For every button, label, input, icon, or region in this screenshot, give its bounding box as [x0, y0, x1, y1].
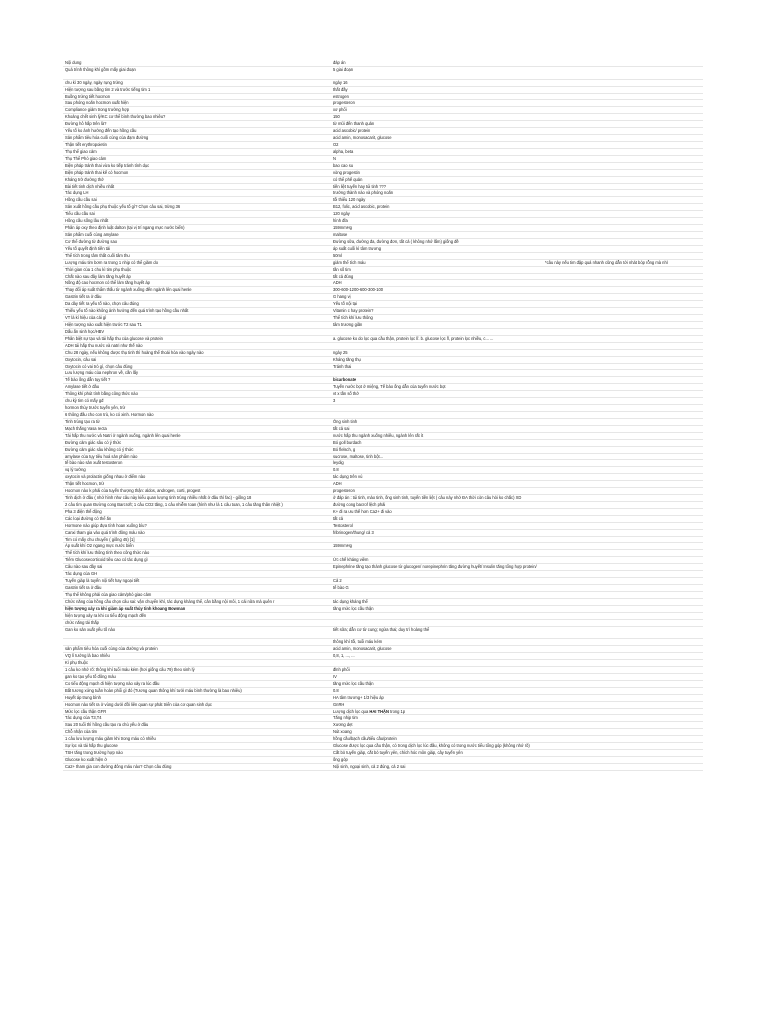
table-row	[63, 467, 703, 474]
answer-cell[interactable]: Cả 2	[333, 578, 342, 584]
answer-cell[interactable]: hình đĩa	[333, 218, 348, 224]
table-row	[63, 391, 703, 398]
question-cell[interactable]: Hocmon nào tiết ra ở vùng dưới đồi liên quan sự phát triển của cơ quan sinh dục	[65, 701, 212, 707]
question-cell[interactable]: Sản xuất hồng cầu phụ thuộc yếu tố gì? Chọn câu sai, trừng 36	[65, 204, 181, 210]
question-cell[interactable]: Kháng trở đường thở	[65, 176, 104, 182]
question-cell[interactable]: Yếu tố ko ảnh hưởng đến tạo hồng cầu	[65, 128, 137, 134]
table-row	[63, 495, 703, 502]
table-row	[63, 488, 703, 495]
question-cell[interactable]: Ca2+ tham gia con đường đông máu nào? Chọn câu đúng	[65, 763, 172, 769]
answer-cell[interactable]: tiền liệt tuyến hay túi tinh ???	[333, 183, 387, 189]
answer-cell[interactable]: Ống sinh tinh	[333, 418, 358, 424]
table-row	[63, 426, 703, 433]
table-row	[63, 267, 703, 274]
question-cell[interactable]: Sự lọc và tái hấp thu glucose	[65, 743, 118, 749]
answer-cell[interactable]: progesteron	[333, 488, 355, 494]
table-row	[63, 433, 703, 440]
answer-cell[interactable]: Tránh thai	[333, 363, 352, 369]
table-row	[63, 419, 703, 426]
answer-cell[interactable]: bao cao su	[333, 162, 354, 168]
question-cell[interactable]: Thay đổi áp suất thẩm thấu từ ngành xuống đến ngành lên quai henle	[65, 287, 192, 293]
table-row	[63, 60, 703, 67]
answer-cell[interactable]: leydig	[333, 460, 344, 466]
table-row	[63, 681, 703, 688]
question-cell[interactable]: Câu nào sau đây sai	[65, 564, 103, 570]
question-cell[interactable]: amylase của tụy tiêu hoá sản phẩm nào	[65, 453, 138, 459]
table-row	[63, 294, 703, 301]
table-row	[63, 412, 703, 419]
question-cell[interactable]: Lưu lượng máu của nephron về, cần lấy	[65, 370, 139, 376]
answer-cell[interactable]: 5 giai đoạn	[333, 66, 354, 72]
highlight-text: HAI THẬN	[369, 708, 389, 714]
answer-cell[interactable]: Tăng nhịp tim	[333, 715, 358, 721]
table-row	[63, 177, 703, 184]
question-cell[interactable]: Bất tương xứng tuần hoàn phổi gì đó (Tương quan thông khí tưới máu bình thường là bao nhiêu)	[65, 687, 242, 693]
answer-cell[interactable]: ở đáp án : túi tinh, mào tinh, ống sinh tinh, tuyến tiền liệt ( câu này nhớ ĐA thời còn câu hỏi ko chắc) XD	[333, 495, 522, 501]
question-cell[interactable]: VT là kí hiệu của cái gì	[65, 315, 107, 321]
answer-cell[interactable]: Glucose được lọc qua cầu thận, có trong dịch lọc lúc đầu, không có trong nước tiểu tổng góp (không nhớ rõ)	[333, 743, 530, 749]
table-row	[63, 613, 703, 620]
table-row	[63, 620, 703, 627]
question-cell[interactable]: TSH tăng trong trường hợp nào	[65, 750, 123, 756]
question-cell[interactable]: Biện pháp tránh thai kế có hocmon	[65, 169, 129, 175]
question-cell[interactable]: Tác dụng của GH	[65, 571, 98, 577]
answer-cell[interactable]: Nội sinh, ngoại sinh, cả 2 đúng, cả 2 sai	[333, 763, 406, 769]
question-cell[interactable]: Khoảng chết sinh lý/KC cơ thể bình thường bao nhiêu?	[65, 114, 166, 120]
answer-cell[interactable]: tác dụng kháng thể	[333, 598, 368, 604]
table-row	[63, 481, 703, 488]
table-row	[63, 398, 703, 405]
answer-cell[interactable]: tất cả	[333, 515, 344, 521]
table-row	[63, 80, 703, 87]
answer-cell[interactable]: Ức chế kháng viêm	[333, 557, 369, 563]
answer-cell[interactable]: đáp án	[333, 60, 346, 65]
question-cell[interactable]: VQ lí tưởng là bao nhiêu	[65, 653, 110, 659]
answer-cell[interactable]: fribrinogen/thung/ cả 3	[333, 529, 374, 535]
table-row	[63, 688, 703, 695]
table-row	[63, 197, 703, 204]
question-cell[interactable]: Đường cảm giác sâu có ý thức	[65, 439, 122, 445]
table-row	[63, 530, 703, 537]
question-cell[interactable]: chức năng tái thấp	[65, 619, 99, 625]
table-row	[63, 606, 703, 613]
question-cell[interactable]: Thận tiết hocmon, trừ	[65, 481, 105, 487]
question-cell[interactable]: Da dày tiết ra yếu tố nào, chọn câu đúng	[65, 301, 139, 307]
table-row	[63, 564, 703, 571]
question-cell[interactable]: oxytocin và prolactin giống nhau ở điểm nào	[65, 474, 146, 480]
question-cell[interactable]: chu kỳ tim có mấy gđ	[65, 398, 104, 404]
table-row	[63, 128, 703, 135]
question-cell[interactable]: 1 câu ko nhớ rõ: thông khí tuổi máu kém (hơi giống câu 79) theo sinh lý	[65, 667, 195, 673]
answer-cell[interactable]: ADH	[333, 280, 342, 286]
table-row	[63, 543, 703, 550]
question-cell[interactable]: Tiểu cầu cầu sai	[65, 211, 95, 217]
question-cell[interactable]: Bài tiết tinh dịch nhiều nhất	[65, 183, 115, 189]
note-cell[interactable]: *câu này nếu tim đập quá nhanh cũng dẫn tới nhát bóp rỗng mà nhỉ	[545, 259, 668, 265]
table-row	[63, 523, 703, 530]
question-cell[interactable]: Đường cảm giác sâu không có ý thức	[65, 446, 134, 452]
table-row	[63, 287, 703, 294]
answer-cell[interactable]: Bó flelsch, g	[333, 446, 356, 452]
question-cell[interactable]: Thể tích trong tâm thất cuối tâm thu	[65, 252, 130, 258]
question-cell[interactable]: Pha 3 điện thế động	[65, 508, 102, 514]
table-row	[63, 674, 703, 681]
question-cell[interactable]: gan ko tạo yếu tố đông máu	[65, 673, 116, 679]
answer-cell[interactable]: Yếu tố nội tại	[333, 301, 357, 307]
answer-cell[interactable]: Xương dẹt	[333, 722, 353, 728]
answer-cell[interactable]: nước hấp thu ngành xuống nhiều, ngành lên rất ít	[333, 432, 424, 438]
table-row	[63, 364, 703, 371]
answer-cell[interactable]: B12, folic, acid ascobic, protein	[333, 204, 390, 210]
answer-cell[interactable]: acid amin, monosacarit, glucose	[333, 135, 392, 141]
answer-cell[interactable]: thất đầy	[333, 86, 348, 92]
table-row	[63, 509, 703, 516]
table-row	[63, 405, 703, 412]
table-row	[63, 743, 703, 750]
question-cell[interactable]: ADH tái hấp thu nước và natri như thế nào	[65, 342, 143, 348]
answer-cell[interactable]: tăng mức lọc cầu thận	[333, 605, 374, 611]
table-row	[63, 578, 703, 585]
question-cell[interactable]: Tinh dịch ở đâu ( nhớ hình như câu này kiểu quan lượng tinh trùng nhiều nhất ở đâu thì fac) - giống 18	[65, 495, 252, 501]
table-row	[63, 447, 703, 454]
answer-cell[interactable]: tất cả sai	[333, 425, 350, 431]
answer-cell[interactable]: Vitamin c hay protein?	[333, 308, 374, 314]
table-row	[63, 709, 703, 716]
answer-cell[interactable]: HA tâm trương+ 1/3 hiệu áp	[333, 694, 384, 700]
question-cell[interactable]: Glucose ko xuất hiện ở	[65, 757, 108, 763]
answer-cell[interactable]: acid amin, monosacarit, glucose	[333, 646, 392, 652]
table-row	[63, 190, 703, 197]
table-row	[63, 764, 703, 771]
table-row	[63, 516, 703, 523]
table-row	[63, 357, 703, 364]
table-row	[63, 627, 703, 640]
table-row	[63, 695, 703, 702]
question-cell[interactable]: Các loại đường có thể ăn	[65, 515, 112, 521]
table-row	[63, 184, 703, 191]
question-cell[interactable]: Phân áp oxy theo định luật dalton (tại vị trí ngang mực nước biển)	[65, 225, 185, 231]
answer-cell[interactable]: 3	[333, 398, 336, 404]
question-cell[interactable]: hormon thùy trước tuyến yên, trừ	[65, 405, 126, 411]
answer-cell[interactable]: a. glucose ko do lọc qua cầu thận, protein lọc lĩ. b. glucose lọc lĩ, protein lọc nhiều, c... ...	[333, 335, 494, 341]
answer-cell[interactable]: acid ascobic/ protein	[333, 128, 371, 134]
answer-cell[interactable]: Đường sữa, đường đa, đường đơn, tất cả ( không nhớ lắm) giống đề	[333, 238, 459, 244]
answer-cell[interactable]: progesteron	[333, 100, 355, 106]
table-row	[63, 653, 703, 660]
table-row	[63, 729, 703, 736]
answer-cell[interactable]: 159mmHg	[333, 543, 352, 549]
table-row	[63, 571, 703, 578]
answer-cell[interactable]: Cắt bỏ tuyến giáp, cắt bỏ tuyến yên, chích hóc môn giáp, cây tuyến yên	[333, 750, 463, 756]
question-cell[interactable]: Chu 28 ngày, nếu không được thụ tinh thì hoàng thể thoái hóa vào ngày nào	[65, 349, 204, 355]
answer-cell[interactable]: Epinephrine tăng tạo thành glucose từ glucogen/ norepinephrin tăng đường huyết/ Insulin tăng tổng hợp protein/	[333, 564, 537, 570]
question-cell[interactable]: Tuyến giáp là tuyến nội tiết hay ngoại tiết	[65, 578, 140, 584]
table-row	[63, 736, 703, 743]
answer-cell[interactable]: 150	[333, 114, 340, 120]
answer-cell[interactable]: 120 ngày	[333, 211, 350, 217]
question-cell[interactable]: Gastrin tiết ra ở đâu	[65, 585, 102, 591]
question-cell[interactable]: Chất nào sau đây làm tăng huyết áp	[65, 273, 131, 279]
question-cell[interactable]: Tế bào ống dẫn tụy tiết ?	[65, 377, 111, 383]
question-cell[interactable]: Hồng cầu sống lâu nhất	[65, 218, 109, 224]
table-row	[63, 218, 703, 225]
table-row	[63, 322, 703, 329]
question-cell[interactable]: Thông khí phút tính bằng công thức nào	[65, 391, 138, 397]
table-row	[63, 274, 703, 281]
table-row	[63, 460, 703, 467]
table-row	[63, 343, 703, 350]
question-cell[interactable]: Thụ thể giao cảm	[65, 148, 97, 154]
table-row	[63, 370, 703, 377]
question-cell[interactable]: Nồng độ cao hocmon có thể làm tăng huyết áp	[65, 280, 150, 286]
question-cell[interactable]: Co tiểu động mạch đi hiện tượng nào xảy ra lúc đầu	[65, 680, 160, 686]
table-row	[63, 246, 703, 253]
table-row	[63, 149, 703, 156]
table-row	[63, 211, 703, 218]
question-cell[interactable]: Thời gian của 1 chu kì tim phụ thuộc	[65, 266, 132, 272]
answer-cell[interactable]: đỉnh phổi	[333, 667, 350, 673]
answer-cell[interactable]: đường cong bacrof lệch phải	[333, 501, 386, 507]
table-row	[63, 639, 703, 646]
answer-cell[interactable]: có thể phế quản	[333, 176, 363, 182]
question-cell[interactable]: Tim có mấy chu chuyển ( giống 45) [1]	[65, 536, 135, 542]
table-row	[63, 87, 703, 94]
answer-cell[interactable]: vt x tần số thở	[333, 391, 359, 397]
question-cell[interactable]: Chức năng của hồng cầu chọn câu sai: vận chuyển khí, tác dụng kháng thể, cân bằng nội môi, 1 cái nữa mà quên r	[65, 598, 275, 604]
table-row	[63, 329, 703, 336]
table-row	[63, 135, 703, 142]
question-cell[interactable]: Amylase tiết ở đâu	[65, 384, 100, 390]
answer-cell[interactable]: 50ml	[333, 252, 342, 258]
table-row	[63, 557, 703, 564]
question-cell[interactable]: sản phẩm tiêu hóa cuối cùng của đường và protein	[65, 646, 158, 652]
table-row	[63, 585, 703, 592]
table-row	[63, 170, 703, 177]
table-row	[63, 94, 703, 101]
question-cell[interactable]: Tác dụng của T3,T4	[65, 715, 102, 721]
answer-cell[interactable]: 159mmHg	[333, 225, 352, 231]
answer-cell[interactable]: alpha, beta	[333, 148, 354, 154]
question-cell[interactable]: Thận tiết erythropoietin	[65, 142, 107, 148]
question-cell[interactable]: Tinh trùng tạo ra từ	[65, 418, 100, 424]
question-cell[interactable]: Gan ko sản xuất yếu tố nào	[65, 626, 116, 632]
table-row	[63, 280, 703, 287]
answer-cell[interactable]: ngày 16	[333, 79, 348, 85]
table-row	[63, 100, 703, 107]
question-cell[interactable]: Sản phẩm tiêu hóa cuối cùng của đạm đường	[65, 135, 149, 141]
question-cell[interactable]: Tái hấp thu nước và Natri ở ngành xuống, ngành lên quai henle	[65, 432, 181, 438]
question-cell[interactable]: Thiếu yếu tố nào không ảnh hưởng đến quá trình tạo hồng cầu nhất	[65, 308, 189, 314]
question-cell[interactable]: Buồng trứng tiết hocmon	[65, 93, 111, 99]
answer-cell[interactable]: tâm trương giãn	[333, 321, 363, 327]
table-row	[63, 107, 703, 114]
answer-cell[interactable]: thông khí tối, tuổi máu kém	[333, 639, 383, 645]
answer-cell[interactable]: giảm thể tích máu	[333, 259, 366, 265]
question-cell[interactable]: Phân biệt sự tạo và tái hấp thu của glucose và protein	[65, 335, 163, 341]
question-cell[interactable]: Tác dụng LH	[65, 190, 89, 196]
question-cell[interactable]: chu kì 30 ngày, ngày rụng trứng	[65, 79, 123, 85]
answer-cell[interactable]: tần số tim	[333, 266, 351, 272]
table-row	[63, 757, 703, 764]
table-row	[63, 440, 703, 447]
answer-cell[interactable]: GnRH	[333, 701, 345, 707]
answer-cell[interactable]: IV	[333, 673, 337, 679]
table-row	[63, 121, 703, 128]
table-row	[63, 225, 703, 232]
question-cell[interactable]: Sau phóng noãn hocmon xuất hiện	[65, 100, 129, 106]
answer-cell[interactable]: K+ đi ra ưu thế hơn Ca2+ đi vào	[333, 508, 392, 514]
question-cell[interactable]: 1 câu lưu lượng máu giảm khi trong máu có nhiều	[65, 736, 156, 742]
table-row	[63, 67, 703, 80]
answer-cell[interactable]: từ mũi đến thanh quản	[333, 121, 375, 127]
question-cell[interactable]: Huyết áp trung bình	[65, 694, 101, 700]
table-row	[63, 550, 703, 557]
answer-cell[interactable]: Testosterol	[333, 522, 353, 528]
answer-cell[interactable]: ngày 25	[333, 349, 348, 355]
answer-cell[interactable]: 0.8	[333, 467, 339, 473]
answer-cell[interactable]: sucrose, maltose, tinh bột...	[333, 453, 384, 459]
question-cell[interactable]: Quá trình thông khí gồm mấy giai đoạn	[65, 66, 136, 72]
question-cell[interactable]: Hocmon nào k phải của tuyến thượng thận: aldos, androgen, corti, progest	[65, 488, 201, 494]
table-row	[63, 336, 703, 343]
table-row	[63, 253, 703, 260]
table-row	[63, 301, 703, 308]
table-row	[63, 377, 703, 384]
spreadsheet	[63, 60, 703, 771]
answer-cell[interactable]: O2	[333, 142, 339, 148]
question-cell[interactable]: Yếu tố quyết định tiền tải	[65, 245, 111, 251]
answer-cell[interactable]: G hang vị	[333, 294, 351, 300]
answer-cell[interactable]: tăng mức lọc cầu thận	[333, 680, 374, 686]
question-cell[interactable]: hiện tượng xảy ra khi co tiểu động mạch đến	[65, 612, 147, 618]
answer-cell[interactable]: Nút xoang	[333, 729, 352, 735]
question-cell[interactable]: Sau 20 tuổi thì hồng cầu tạo ra chủ yếu ở đâu	[65, 722, 149, 728]
answer-cell[interactable]: ống góp	[333, 757, 348, 763]
table-row	[63, 715, 703, 722]
answer-cell[interactable]: Thể tích khí lưu thông	[333, 315, 373, 321]
answer-cell[interactable]: tiết sữa; dẫn cơ từ cung; ngừa thai; duy trì hoàng thể	[333, 626, 430, 632]
answer-cell[interactable]: ADH	[333, 481, 342, 487]
question-cell[interactable]: Tiêm Glucosecorticoid tiêu cao có tác dụng gì	[65, 557, 148, 563]
question-cell[interactable]: Hiện tượng nào xuất hiện trước T2 sau T1	[65, 321, 142, 327]
table-row	[63, 660, 703, 667]
table-row	[63, 239, 703, 246]
table-row	[63, 722, 703, 729]
table-row	[63, 502, 703, 509]
question-cell[interactable]: Hormone nào giúp đựa tính hoan xuống bìu?	[65, 522, 147, 528]
question-cell[interactable]: hiện tượng xảy ra khi giảm áp suất thủy tinh khoang Bowman	[65, 605, 186, 611]
question-cell[interactable]: Oxytocin có vai trò gì, chọn câu đúng	[65, 363, 133, 369]
table-row	[63, 646, 703, 653]
question-cell[interactable]: Chỗ nhận của tim	[65, 729, 98, 735]
answer-cell[interactable]: Tuyến nước bọt ở miệng, Tế bào ống dẫn của tuyến nước bọt	[333, 384, 446, 390]
question-cell[interactable]: Lượng máu tim bơm ra trong 1 nhịp có thể giảm do	[65, 259, 158, 265]
question-cell[interactable]: Cơ thể đường từ đường sao	[65, 238, 118, 244]
answer-cell[interactable]: áp suất cuối kì tâm trương	[333, 245, 381, 251]
table-row	[63, 702, 703, 709]
question-cell[interactable]: Nội dung	[65, 60, 82, 65]
table-row	[63, 592, 703, 599]
answer-cell[interactable]: estrogen	[333, 93, 349, 99]
answer-cell[interactable]: tế bào G	[333, 585, 349, 591]
question-cell[interactable]: Hiện tượng sau bằng tim 2 và trước tiếng tim 1	[65, 86, 151, 92]
answer-cell[interactable]: maltose	[333, 232, 348, 237]
question-cell[interactable]: Thể tích khí lưu thông tính theo công thức nào	[65, 550, 150, 556]
question-cell[interactable]: Mức lọc cầu thận GFR	[65, 708, 107, 714]
question-cell[interactable]: Thụ Thể Phó giao cảm	[65, 155, 107, 161]
answer-cell[interactable]: tác dụng trên vú	[333, 474, 363, 480]
table-row	[63, 750, 703, 757]
answer-cell[interactable]: 0,8, 1, ..., ...	[333, 653, 355, 659]
answer-cell[interactable]: tất cả đúng	[333, 273, 354, 279]
question-cell[interactable]: vq lý tưởng	[65, 467, 86, 473]
answer-cell[interactable]: 300-600-1200-600-300-100	[333, 287, 384, 293]
table-row	[63, 350, 703, 357]
question-cell[interactable]: 6 thông đầu cho con trù, ko có xinh. Hormon nào	[65, 411, 154, 417]
answer-cell[interactable]: Lượng dịch lọc qua HAI THẬN trong 1p	[333, 708, 406, 714]
table-row	[63, 537, 703, 544]
answer-cell[interactable]: trưởng thành nào và phóng noãn	[333, 190, 394, 196]
question-cell[interactable]: Mạch thẳng Vasa recta	[65, 425, 107, 431]
answer-cell[interactable]: N	[333, 155, 336, 161]
question-cell[interactable]: Oxytocin, câu sai	[65, 356, 97, 362]
table-row	[63, 454, 703, 461]
table-row	[63, 156, 703, 163]
question-cell[interactable]: Compliance giảm trong trường hợp	[65, 107, 130, 113]
table-row	[63, 667, 703, 674]
question-cell[interactable]: Dấu ấn sinh học/HBV	[65, 328, 105, 334]
question-cell[interactable]: Sản phẩm cuối cùng amylase	[65, 232, 119, 237]
table-row	[63, 308, 703, 315]
question-cell[interactable]: tế bào nào sản xuất testosteron	[65, 460, 123, 466]
question-cell[interactable]: Kì phụ thuộc	[65, 660, 88, 666]
question-cell[interactable]: Thụ thể không phải của giao cảm/phó giao cảm	[65, 591, 152, 597]
table-row	[63, 260, 703, 267]
question-cell[interactable]: 2 câu tìm quan Đường cong Barcroft; 1 câu CO2 tăng, 1 câu nhiễm toan (hình như là 1 câu toan, 1 câu tăng thân nhiệt )	[65, 501, 283, 507]
table-row	[63, 474, 703, 481]
question-cell[interactable]: Hồng cầu cầu sai	[65, 197, 97, 203]
table-row	[63, 114, 703, 121]
table-row	[63, 599, 703, 606]
table-row	[63, 384, 703, 391]
answer-cell[interactable]: hồng cầu/bạch cầu/tiểu cầu/protein	[333, 736, 397, 742]
answer-cell[interactable]: bicarbonate	[333, 377, 357, 383]
question-cell[interactable]: Canxi tham gia vào quá trình đông máu nào	[65, 529, 145, 535]
table-row	[63, 163, 703, 170]
question-cell[interactable]: Đường hô hấp trên là?	[65, 121, 107, 127]
answer-cell[interactable]: vòng progestin	[333, 169, 360, 175]
answer-cell[interactable]: xơ phổi	[333, 107, 347, 113]
answer-cell[interactable]: Kháng tăng thụ	[333, 356, 361, 362]
question-cell[interactable]: Biện pháp tránh thai vừa ko tiếp tránh tính dục	[65, 162, 150, 168]
question-cell[interactable]: Gastrin tiết ra ở đâu	[65, 294, 102, 300]
answer-cell[interactable]: tối thiểu 120 ngày	[333, 197, 366, 203]
answer-cell[interactable]: Bó goll burdach	[333, 439, 362, 445]
table-row	[63, 142, 703, 149]
question-cell[interactable]: Áp suất khí O2 ngang mực nước biển	[65, 543, 134, 549]
table-row	[63, 315, 703, 322]
answer-cell[interactable]: 0.8	[333, 687, 339, 693]
table-row	[63, 204, 703, 211]
table-row	[63, 232, 703, 239]
